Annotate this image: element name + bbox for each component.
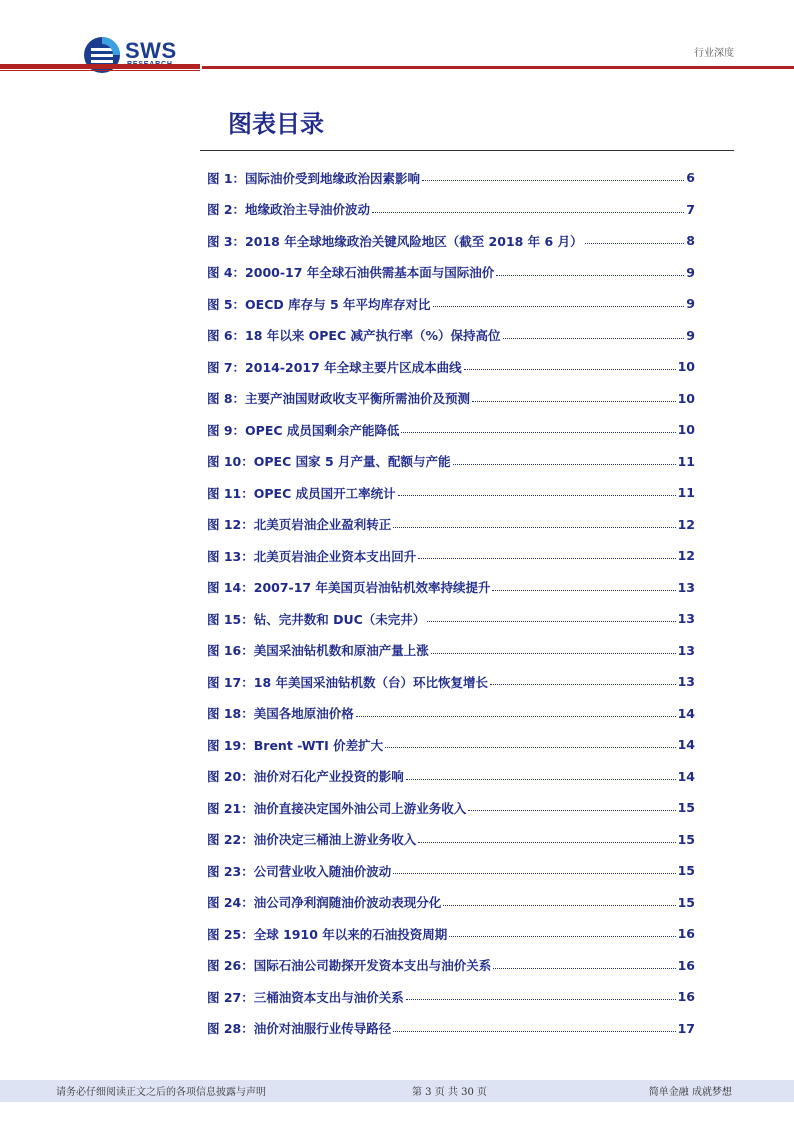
toc-entry[interactable] — [207, 225, 695, 257]
toc-leader-dots — [433, 306, 685, 307]
header-rule-left-thin — [0, 70, 200, 71]
toc-leader-dots — [422, 180, 684, 181]
toc-entry-label: 图 27：三桶油资本支出与油价关系 — [207, 989, 404, 1005]
toc-entry[interactable] — [207, 257, 695, 289]
toc-leader-dots — [431, 653, 676, 654]
toc-entry-label: 图 3：2018 年全球地缘政治关键风险地区（截至 2018 年 6 月） — [207, 233, 583, 249]
toc-entry-page: 13 — [677, 674, 695, 690]
toc-entry-page: 11 — [677, 485, 695, 501]
toc-entry-page: 15 — [677, 894, 695, 910]
toc-entry-label: 图 20：油价对石化产业投资的影响 — [207, 769, 404, 785]
footer-page-info: 第 3 页 共 30 页 — [412, 1087, 487, 1098]
toc-leader-dots — [372, 212, 684, 213]
toc-leader-dots — [401, 432, 675, 433]
toc-leader-dots — [356, 716, 676, 717]
toc-leader-dots — [418, 558, 675, 559]
toc-entry-page: 16 — [677, 926, 695, 942]
page-title: 图表目录 — [228, 110, 324, 138]
toc-entry-label: 图 21：油价直接决定国外油公司上游业务收入 — [207, 800, 467, 816]
toc-leader-dots — [398, 495, 676, 496]
toc-entry[interactable] — [207, 855, 695, 887]
toc-entry-label: 图 18：美国各地原油价格 — [207, 706, 354, 722]
toc-entry[interactable] — [207, 824, 695, 856]
toc-entry-page: 12 — [677, 548, 695, 564]
toc-entry-page: 14 — [677, 737, 695, 753]
footer-disclaimer: 请务必仔细阅读正文之后的各项信息披露与声明 — [56, 1087, 266, 1098]
toc-entry-page: 9 — [686, 296, 695, 312]
toc-leader-dots — [503, 338, 685, 339]
toc-entry-label: 图 2：地缘政治主导油价波动 — [207, 202, 371, 218]
toc-entry-page: 15 — [677, 800, 695, 816]
toc-entry-page: 9 — [686, 327, 695, 343]
toc-entry-page: 15 — [677, 863, 695, 879]
toc-entry-page: 13 — [677, 611, 695, 627]
toc-entry-label: 图 4：2000-17 年全球石油供需基本面与国际油价 — [207, 265, 495, 281]
toc-entry-page: 11 — [677, 453, 695, 469]
toc-leader-dots — [406, 779, 676, 780]
toc-entry[interactable] — [207, 446, 695, 478]
toc-entry[interactable] — [207, 603, 695, 635]
toc-entry-page: 15 — [677, 831, 695, 847]
title-divider — [200, 150, 734, 151]
toc-entry-label: 图 22：油价决定三桶油上游业务收入 — [207, 832, 417, 848]
toc-entry[interactable] — [207, 477, 695, 509]
toc-entry-page: 16 — [677, 989, 695, 1005]
toc-entry-page: 8 — [686, 233, 695, 249]
toc-leader-dots — [406, 999, 676, 1000]
toc-leader-dots — [443, 905, 675, 906]
toc-leader-dots — [585, 243, 685, 244]
header-rule-right — [202, 66, 794, 69]
toc-entry-label: 图 10：OPEC 国家 5 月产量、配额与产能 — [207, 454, 451, 470]
toc-entry[interactable] — [207, 414, 695, 446]
toc-leader-dots — [393, 873, 675, 874]
document-type: 行业深度 — [694, 48, 734, 59]
toc-entry[interactable] — [207, 1013, 695, 1045]
toc-entry-page: 9 — [686, 264, 695, 280]
toc-entry-label: 图 1：国际油价受到地缘政治因素影响 — [207, 170, 421, 186]
footer-slogan: 简单金融 成就梦想 — [648, 1087, 732, 1098]
toc-entry-label: 图 5：OECD 库存与 5 年平均库存对比 — [207, 296, 431, 312]
toc-leader-dots — [496, 275, 684, 276]
toc-entry-page: 10 — [677, 359, 695, 375]
toc-entry[interactable] — [207, 162, 695, 194]
toc-leader-dots — [393, 1031, 675, 1032]
toc-entry[interactable] — [207, 792, 695, 824]
toc-entry-label: 图 12：北美页岩油企业盈利转正 — [207, 517, 392, 533]
toc-entry-label: 图 14：2007-17 年美国页岩油钻机效率持续提升 — [207, 580, 491, 596]
toc-entry-label: 图 16：美国采油钻机数和原油产量上涨 — [207, 643, 429, 659]
toc-entry[interactable] — [207, 635, 695, 667]
toc-entry[interactable] — [207, 918, 695, 950]
toc-leader-dots — [493, 968, 675, 969]
toc-entry[interactable] — [207, 572, 695, 604]
toc-entry-label: 图 24：油公司净利润随油价波动表现分化 — [207, 895, 442, 911]
toc-entry-label: 图 25：全球 1910 年以来的石油投资周期 — [207, 926, 448, 942]
toc-entry[interactable] — [207, 981, 695, 1013]
toc-entry[interactable] — [207, 509, 695, 541]
toc-entry[interactable] — [207, 729, 695, 761]
figure-list — [207, 162, 695, 1044]
toc-entry[interactable] — [207, 666, 695, 698]
toc-entry-page: 13 — [677, 642, 695, 658]
toc-entry-label: 图 17：18 年美国采油钻机数（台）环比恢复增长 — [207, 674, 488, 690]
toc-entry[interactable] — [207, 320, 695, 352]
toc-leader-dots — [427, 621, 675, 622]
toc-leader-dots — [464, 369, 676, 370]
toc-entry-page: 6 — [686, 170, 695, 186]
toc-entry-label: 图 15：钻、完井数和 DUC（未完井） — [207, 611, 426, 627]
toc-entry-label: 图 23：公司营业收入随油价波动 — [207, 863, 392, 879]
toc-entry-page: 14 — [677, 705, 695, 721]
toc-entry-page: 14 — [677, 768, 695, 784]
toc-entry-label: 图 6：18 年以来 OPEC 减产执行率（%）保持高位 — [207, 328, 501, 344]
toc-entry-page: 12 — [677, 516, 695, 532]
toc-entry[interactable] — [207, 540, 695, 572]
toc-entry-page: 10 — [677, 422, 695, 438]
toc-entry[interactable] — [207, 383, 695, 415]
toc-leader-dots — [490, 684, 676, 685]
toc-leader-dots — [385, 747, 676, 748]
toc-entry-page: 13 — [677, 579, 695, 595]
toc-entry[interactable] — [207, 761, 695, 793]
toc-leader-dots — [418, 842, 675, 843]
toc-leader-dots — [393, 527, 675, 528]
toc-leader-dots — [453, 464, 676, 465]
toc-leader-dots — [472, 401, 676, 402]
toc-leader-dots — [468, 810, 675, 811]
toc-entry-label: 图 7：2014-2017 年全球主要片区成本曲线 — [207, 359, 462, 375]
toc-entry-label: 图 9：OPEC 成员国剩余产能降低 — [207, 422, 400, 438]
logo-text: SWS — [125, 38, 177, 63]
toc-entry-label: 图 26：国际石油公司勘探开发资本支出与油价关系 — [207, 958, 492, 974]
toc-entry-page: 17 — [677, 1020, 695, 1036]
toc-entry-page: 16 — [677, 957, 695, 973]
toc-entry[interactable] — [207, 194, 695, 226]
toc-entry-label: 图 13：北美页岩油企业资本支出回升 — [207, 548, 417, 564]
header-rule-left — [0, 64, 200, 69]
toc-entry-page: 10 — [677, 390, 695, 406]
toc-entry-label: 图 8：主要产油国财政收支平衡所需油价及预测 — [207, 391, 471, 407]
toc-entry[interactable] — [207, 351, 695, 383]
toc-leader-dots — [492, 590, 675, 591]
toc-entry[interactable] — [207, 887, 695, 919]
toc-entry[interactable] — [207, 288, 695, 320]
toc-entry[interactable] — [207, 698, 695, 730]
toc-leader-dots — [449, 936, 675, 937]
toc-entry-page: 7 — [686, 201, 695, 217]
toc-entry[interactable] — [207, 950, 695, 982]
toc-entry-label: 图 28：油价对油服行业传导路径 — [207, 1021, 392, 1037]
toc-entry-label: 图 19：Brent -WTI 价差扩大 — [207, 737, 384, 753]
toc-entry-label: 图 11：OPEC 成员国开工率统计 — [207, 485, 396, 501]
